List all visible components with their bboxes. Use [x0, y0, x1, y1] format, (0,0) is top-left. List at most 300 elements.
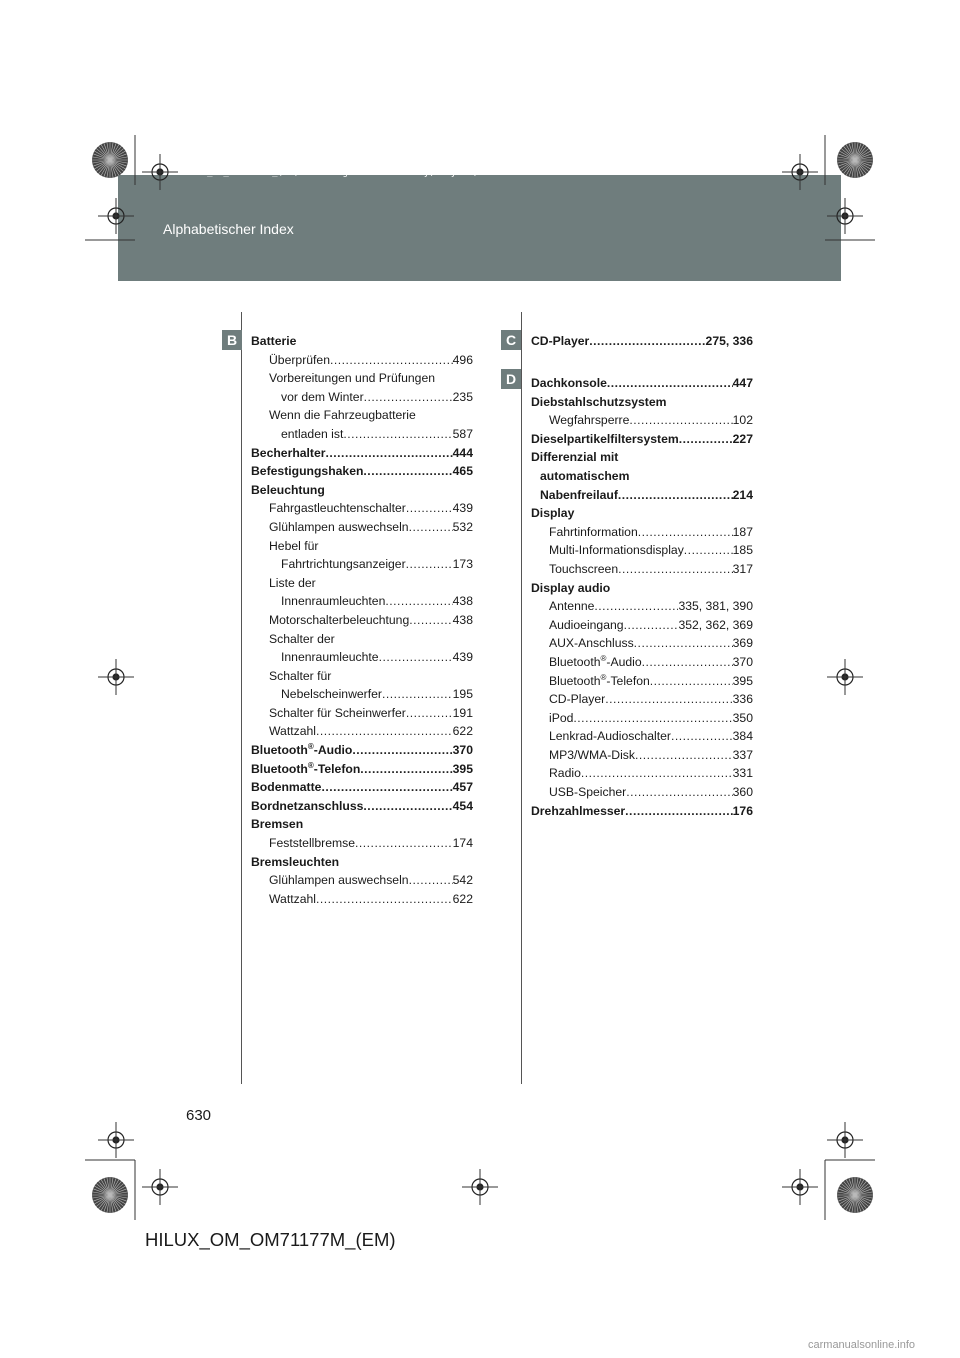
index-entry — [251, 722, 473, 741]
leader-dots — [650, 672, 733, 691]
entry-term-text: Touchscreen — [549, 561, 619, 576]
entry-term-text: Radio — [549, 766, 581, 781]
leader-dots — [363, 797, 452, 816]
entry-term-text: Bodenmatte — [251, 780, 322, 795]
star-ray — [855, 160, 872, 166]
index-entry — [251, 388, 473, 407]
star-ray — [855, 1195, 872, 1201]
leader-dots — [363, 462, 452, 481]
star-ray — [94, 1186, 110, 1195]
entry-term-text: Wegfahrsperre — [549, 413, 630, 428]
entry-page: 454 — [452, 798, 473, 813]
color-bar-circle — [837, 1177, 873, 1213]
index-entry — [531, 523, 753, 542]
entry-page: 369 — [732, 636, 753, 651]
star-ray — [855, 1183, 869, 1195]
star-ray — [855, 160, 858, 178]
index-entry — [531, 690, 753, 709]
entry-term-text: Liste der — [269, 575, 316, 590]
entry-term — [251, 483, 325, 497]
index-entry — [251, 444, 473, 463]
star-ray — [110, 144, 119, 160]
star-ray — [846, 160, 855, 176]
entry-term-text: Display audio — [531, 580, 611, 595]
entry-page: 439 — [452, 501, 473, 516]
star-ray — [104, 143, 110, 160]
entry-term-suffix: -Telefon — [313, 761, 361, 776]
entry-page: 191 — [452, 705, 473, 720]
star-ray — [855, 1178, 861, 1195]
star-ray — [94, 160, 110, 169]
entry-term — [269, 371, 435, 385]
registration-target — [792, 1179, 808, 1195]
entry-term-text: AUX-Anschluss — [549, 636, 634, 651]
star-ray — [839, 1195, 855, 1204]
entry-term — [549, 411, 629, 430]
entry-term-text: Überprüfen — [269, 352, 330, 367]
entry-page: 395 — [732, 673, 753, 688]
index-entry — [251, 704, 473, 723]
entry-term — [269, 518, 409, 537]
index-entry — [251, 815, 473, 834]
leader-dots — [343, 425, 452, 444]
star-ray — [110, 151, 126, 160]
entry-term-text: Innenraumleuchten — [281, 594, 386, 609]
entry-term-text: Schalter der — [269, 631, 335, 646]
entry-term — [531, 430, 679, 449]
index-entry — [531, 727, 753, 746]
entry-term — [531, 395, 666, 409]
entry-term-text: Fahrtrichtungsanzeiger — [281, 557, 406, 572]
registration-target-dot — [841, 1136, 848, 1143]
entry-term-text: Dieselpartikelfiltersystem — [531, 431, 679, 446]
book-stamp: HILUX_OM_OM71177M_(EM).book Page 630 Wednesday, May 16, 2012 1:28 PM — [180, 168, 549, 178]
star-ray — [110, 160, 128, 163]
index-entry — [531, 764, 753, 783]
star-ray — [838, 160, 855, 166]
entry-term-text: Beleuchtung — [251, 482, 325, 497]
leader-dots — [642, 653, 733, 672]
index-entry — [251, 778, 473, 797]
page-title: Alphabetischer Index — [163, 221, 294, 237]
leader-dots — [618, 560, 733, 579]
star-ray — [855, 1195, 864, 1211]
entry-term — [251, 778, 321, 797]
index-entry — [251, 499, 473, 518]
entry-term-text: Hebel für — [269, 538, 319, 553]
registration-target — [472, 1179, 488, 1195]
entry-term-text: Bluetooth — [549, 654, 601, 669]
registered-mark: ® — [600, 653, 607, 663]
color-bar-circle — [92, 1177, 128, 1213]
leader-dots — [406, 499, 453, 518]
column-rule-middle — [521, 312, 522, 1084]
entry-page: 350 — [732, 710, 753, 725]
leader-dots — [321, 778, 452, 797]
entry-term — [549, 523, 638, 542]
entry-page: 235 — [452, 389, 473, 404]
index-entry — [531, 709, 753, 728]
entry-term-text: Nebelscheinwerfer — [281, 687, 382, 702]
index-entry — [531, 616, 753, 635]
star-ray — [855, 160, 867, 174]
star-ray — [110, 1195, 126, 1204]
leader-dots — [406, 704, 453, 723]
index-entry — [251, 834, 473, 853]
star-ray — [855, 160, 861, 177]
entry-term-text: Wattzahl — [269, 891, 316, 906]
star-ray — [839, 160, 855, 169]
star-ray — [846, 1179, 855, 1195]
index-entry — [251, 611, 473, 630]
entry-page: 336 — [732, 692, 753, 707]
entry-term-text: Wenn die Fahrzeugbatterie — [269, 408, 416, 423]
entry-page: 439 — [452, 650, 473, 665]
entry-term-text: Bluetooth — [251, 761, 308, 776]
entry-term — [251, 855, 339, 869]
letter-tab-b: B — [222, 330, 242, 350]
leader-dots — [409, 871, 453, 890]
entry-page: 384 — [732, 729, 753, 744]
leader-dots — [352, 741, 452, 760]
entry-term-text: automatischem — [540, 468, 630, 483]
star-ray — [110, 146, 122, 160]
entry-page: 447 — [732, 376, 753, 390]
entry-term — [251, 334, 296, 348]
star-ray — [838, 1189, 855, 1195]
leader-dots — [638, 523, 733, 542]
star-ray — [96, 148, 110, 160]
entry-term — [549, 541, 684, 560]
leader-dots — [406, 555, 453, 574]
star-ray — [98, 146, 110, 160]
star-ray — [107, 142, 110, 160]
index-entry — [531, 430, 753, 449]
star-ray — [101, 160, 110, 176]
index-entry — [531, 783, 753, 802]
entry-term-text: Schalter für Scheinwerfer — [269, 705, 406, 720]
entry-term-text: MP3/WMA-Disk — [549, 747, 635, 762]
star-ray — [855, 1192, 873, 1195]
star-ray — [101, 1195, 110, 1211]
leader-dots — [382, 685, 453, 704]
leader-dots — [364, 388, 453, 407]
entry-term — [540, 486, 618, 505]
index-entry — [251, 853, 473, 872]
entry-term-text: Fahrgastleuchtenschalter — [269, 501, 406, 516]
index-entry — [251, 537, 473, 556]
star-ray — [841, 160, 855, 172]
entry-term-text: USB-Speicher — [549, 785, 627, 800]
registration-target-dot — [841, 673, 848, 680]
entry-term — [549, 690, 605, 709]
star-ray — [104, 1178, 110, 1195]
star-ray — [93, 1195, 110, 1201]
entry-term — [269, 722, 316, 741]
entry-term — [549, 672, 650, 691]
star-ray — [110, 1195, 128, 1198]
entry-page: 438 — [452, 594, 473, 609]
entry-term-text: Schalter für — [269, 668, 332, 683]
star-ray — [104, 160, 110, 177]
star-ray — [849, 1178, 855, 1195]
leader-dots — [581, 764, 733, 783]
star-ray — [96, 160, 110, 172]
star-ray — [98, 1195, 110, 1209]
index-entry — [531, 393, 753, 412]
index-entry — [251, 890, 473, 909]
star-ray — [110, 160, 126, 169]
star-ray — [846, 144, 855, 160]
leader-dots — [624, 616, 679, 635]
star-ray — [855, 160, 869, 172]
entry-term — [269, 611, 409, 630]
star-ray — [110, 160, 124, 172]
star-ray — [855, 1189, 872, 1195]
leader-dots — [326, 444, 453, 463]
leader-dots — [635, 746, 733, 765]
entry-page: 102 — [732, 413, 753, 428]
index-entry — [531, 579, 753, 598]
entry-page: 465 — [452, 464, 473, 479]
entry-term — [531, 506, 574, 520]
entry-term-text: Glühlampen auswechseln — [269, 873, 409, 888]
index-entry — [251, 555, 473, 574]
star-ray — [110, 160, 116, 177]
index-entry — [251, 667, 473, 686]
entry-term-text: Drehzahlmesser — [531, 803, 626, 818]
star-ray — [843, 1195, 855, 1209]
star-ray — [841, 1195, 855, 1207]
registration-target — [152, 1179, 168, 1195]
star-ray — [110, 1195, 116, 1212]
entry-term-text: Diebstahlschutzsystem — [531, 394, 667, 409]
registration-target-dot — [476, 1183, 483, 1190]
index-entry — [531, 504, 753, 523]
leader-dots — [625, 802, 732, 821]
star-ray — [92, 157, 110, 160]
footer-code: HILUX_OM_OM71177M_(EM) — [145, 1229, 396, 1250]
entry-term — [549, 746, 635, 765]
leader-dots — [316, 890, 453, 909]
star-ray — [855, 1195, 873, 1198]
star-ray — [849, 160, 855, 177]
star-ray — [855, 154, 872, 160]
index-entry — [251, 425, 473, 444]
leader-dots — [629, 411, 732, 430]
registration-target — [108, 669, 124, 685]
index-entry — [251, 369, 473, 388]
index-entry — [531, 802, 753, 821]
entry-page: 176 — [732, 803, 753, 818]
leader-dots — [684, 541, 733, 560]
leader-dots — [379, 648, 453, 667]
star-ray — [110, 160, 119, 176]
entry-page: 335, 381, 390 — [678, 599, 753, 614]
entry-term — [531, 581, 610, 595]
entry-term — [540, 469, 629, 483]
entry-term — [281, 388, 364, 407]
star-ray — [855, 143, 861, 160]
entry-term — [549, 560, 618, 579]
star-ray — [110, 1195, 122, 1209]
entry-term-suffix: -Telefon — [606, 673, 650, 688]
star-ray — [846, 1195, 855, 1211]
star-ray — [855, 160, 873, 163]
entry-term — [269, 408, 416, 422]
index-entry — [531, 332, 753, 351]
entry-term-text: Vorbereitungen und Prüfungen — [269, 371, 436, 386]
star-ray — [841, 1183, 855, 1195]
index-entry — [251, 574, 473, 593]
entry-page: 395 — [452, 761, 473, 776]
index-entry — [531, 653, 753, 672]
star-ray — [92, 1192, 110, 1195]
star-ray — [110, 1189, 127, 1195]
entry-term — [549, 616, 624, 635]
star-ray — [843, 160, 855, 174]
entry-page: 331 — [732, 766, 753, 781]
entry-term — [281, 555, 406, 574]
entry-term-text: Fahrtinformation — [549, 524, 638, 539]
star-ray — [98, 1181, 110, 1195]
star-ray — [838, 154, 855, 160]
star-ray — [855, 148, 869, 160]
star-ray — [98, 160, 110, 174]
entry-term-text: Innenraumleuchte — [281, 650, 379, 665]
entry-page: 370 — [732, 654, 753, 669]
entry-term — [549, 709, 573, 728]
entry-term-text: Differenzial mit — [531, 450, 619, 465]
entry-term — [251, 817, 303, 831]
star-ray — [837, 1192, 855, 1195]
registration-target — [108, 1132, 124, 1148]
entry-term — [531, 374, 607, 393]
entry-page: 360 — [732, 785, 753, 800]
entry-term-text: Multi-Informationsdisplay — [549, 543, 684, 558]
entry-term-text: Bluetooth — [549, 673, 601, 688]
entry-term-suffix: -Audio — [313, 743, 353, 758]
entry-term-text: Bremsen — [251, 817, 304, 832]
entry-term — [269, 669, 331, 683]
index-entry — [251, 406, 473, 425]
entry-page: 542 — [452, 873, 473, 888]
color-bar-circle — [837, 142, 873, 178]
star-ray — [96, 1195, 110, 1207]
index-entry — [251, 630, 473, 649]
index-entry — [531, 597, 753, 616]
entry-term-text: Lenkrad-Audioschalter — [549, 729, 671, 744]
index-column-b — [251, 332, 473, 908]
entry-term — [251, 741, 352, 760]
registration-target-dot — [112, 673, 119, 680]
entry-term — [269, 834, 355, 853]
index-entry — [531, 486, 753, 505]
entry-page: 173 — [452, 557, 473, 572]
star-ray — [855, 1195, 861, 1212]
star-ray — [110, 160, 122, 174]
entry-page: 438 — [452, 612, 473, 627]
page-number: 630 — [186, 1107, 212, 1124]
entry-term-text: Motorschalterbeleuchtung — [269, 612, 410, 627]
entry-term — [269, 871, 409, 890]
entry-page: 195 — [452, 687, 473, 702]
entry-page: 622 — [452, 724, 473, 739]
index-entry — [251, 797, 473, 816]
index-entry — [531, 746, 753, 765]
entry-page: 622 — [452, 891, 473, 906]
entry-page: 444 — [452, 445, 473, 460]
entry-term — [531, 332, 589, 351]
entry-term — [269, 351, 330, 370]
entry-term — [269, 576, 316, 590]
registered-mark: ® — [307, 760, 314, 770]
entry-term-text: entladen ist — [281, 426, 344, 441]
star-ray — [855, 1179, 864, 1195]
leader-dots — [618, 486, 733, 505]
entry-term-text: vor dem Winter — [281, 389, 364, 404]
entry-term-text: Bordnetzanschluss — [251, 798, 364, 813]
registration-target-dot — [156, 1183, 163, 1190]
entry-term — [251, 462, 363, 481]
star-ray — [107, 160, 110, 178]
star-ray — [110, 160, 127, 166]
entry-term-text: CD-Player — [549, 692, 606, 707]
star-ray — [94, 151, 110, 160]
index-entry — [251, 871, 473, 890]
star-ray — [92, 160, 110, 163]
entry-page: 174 — [452, 836, 473, 851]
entry-term — [281, 648, 379, 667]
entry-term — [269, 704, 406, 723]
leader-dots — [409, 611, 452, 630]
entry-term-text: Feststellbremse — [269, 836, 356, 851]
star-ray — [855, 1195, 867, 1209]
entry-term — [549, 727, 671, 746]
entry-term-suffix: -Audio — [606, 654, 642, 669]
star-ray — [843, 146, 855, 160]
star-ray — [101, 144, 110, 160]
index-entry — [531, 374, 753, 393]
entry-term — [269, 499, 406, 518]
index-entry — [251, 685, 473, 704]
star-ray — [92, 1195, 110, 1198]
star-ray — [110, 1195, 127, 1201]
star-ray — [855, 1186, 871, 1195]
leader-dots — [355, 834, 453, 853]
index-entry — [251, 741, 473, 760]
star-ray — [838, 1195, 855, 1201]
star-ray — [839, 1186, 855, 1195]
index-entry — [251, 648, 473, 667]
star-ray — [110, 1177, 113, 1195]
entry-term-text: Nabenfreilauf — [540, 487, 618, 502]
entry-term-text: Becherhalter — [251, 445, 326, 460]
star-ray — [855, 142, 858, 160]
registered-mark: ® — [307, 742, 314, 751]
leader-dots — [409, 518, 453, 537]
star-ray — [110, 1192, 128, 1195]
star-ray — [855, 160, 871, 169]
entry-term-text: Glühlampen auswechseln — [269, 519, 409, 534]
star-ray — [96, 1183, 110, 1195]
index-entry — [251, 332, 473, 351]
star-ray — [93, 154, 110, 160]
entry-term — [549, 634, 634, 653]
entry-term — [549, 783, 626, 802]
letter-tab-c: C — [501, 330, 521, 350]
star-ray — [852, 160, 855, 178]
